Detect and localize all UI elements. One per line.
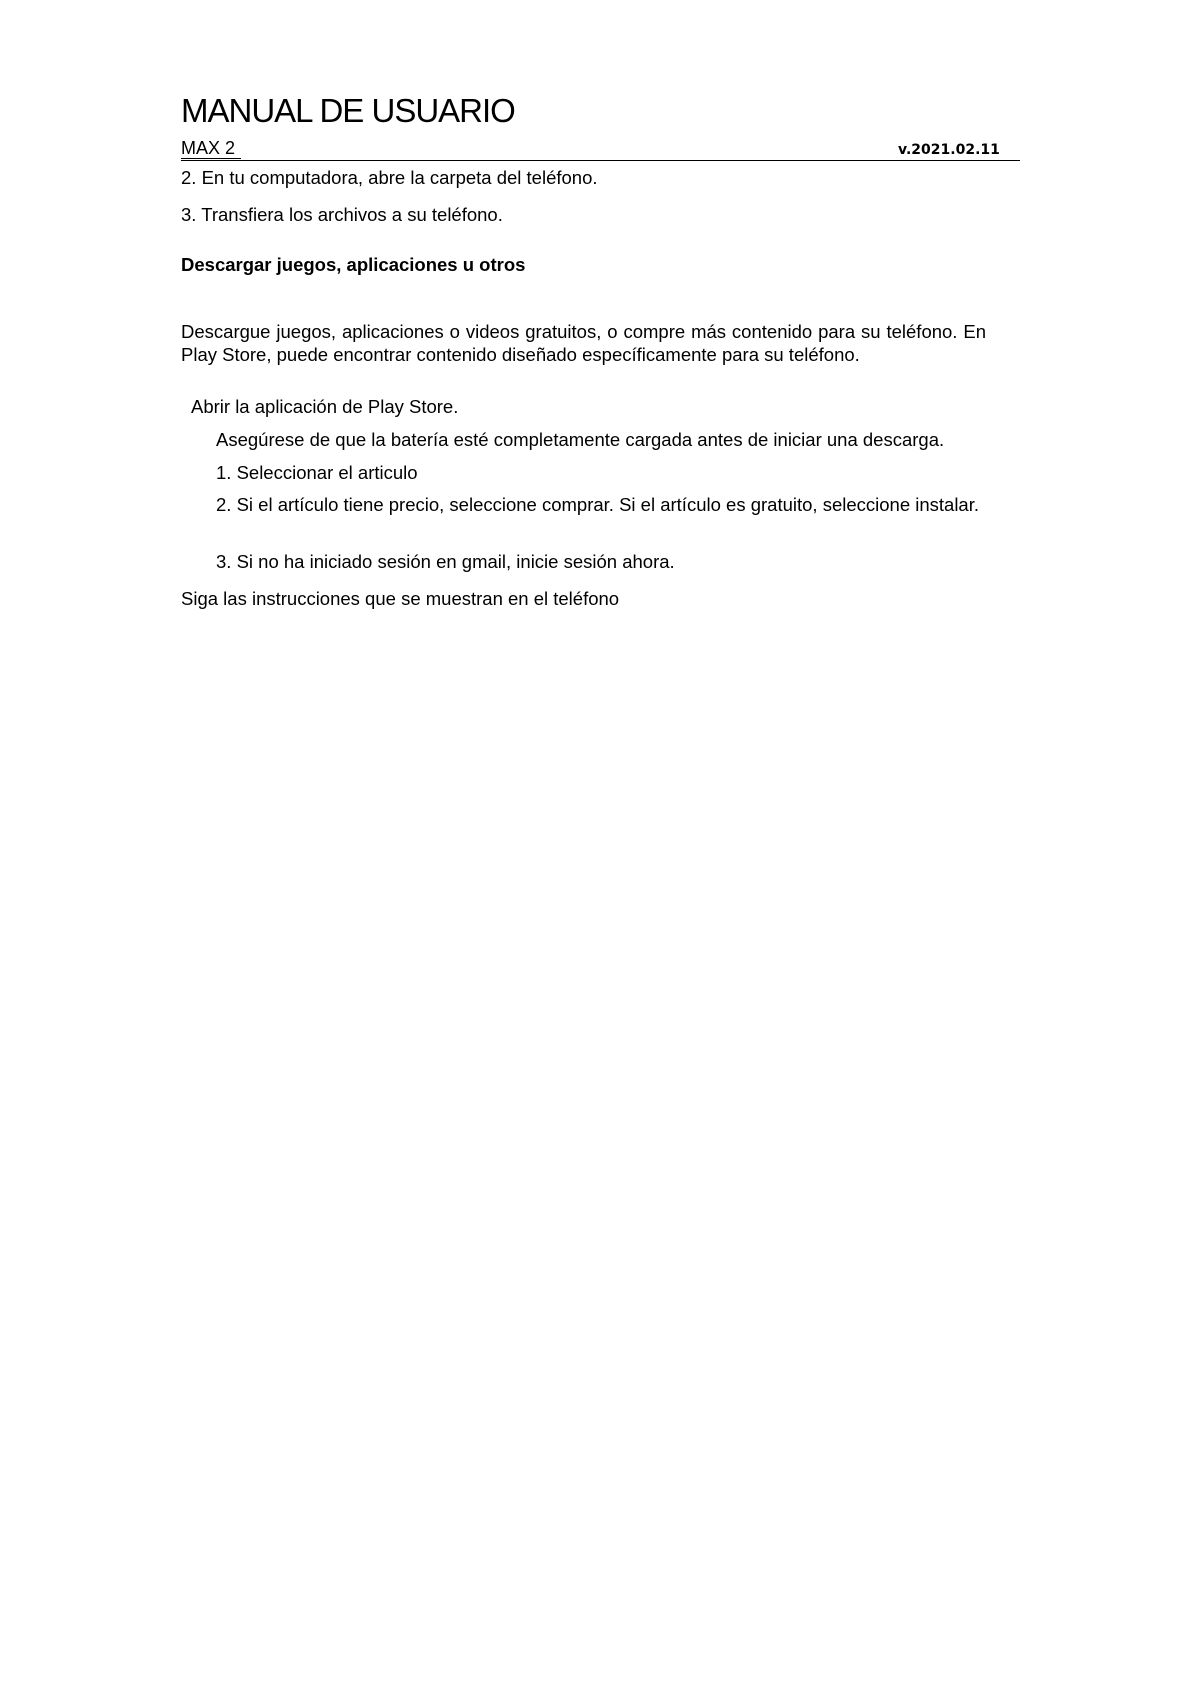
download-step-3: 3. Si no ha iniciado sesión en gmail, inicie sesión ahora. — [216, 551, 675, 572]
download-step-2: 2. Si el artículo tiene precio, seleccione comprar. Si el artículo es gratuito, seleccione instalar. — [216, 494, 979, 515]
intro-paragraph: Descargue juegos, aplicaciones o videos gratuitos, o compre más contenido para su teléfono. En Play Store, puede encontrar contenido diseñado específicamente para su teléfono. — [181, 321, 986, 365]
step-2-text: 2. En tu computadora, abre la carpeta del teléfono. — [181, 167, 598, 188]
section-heading: Descargar juegos, aplicaciones u otros — [181, 254, 526, 275]
open-app-text: Abrir la aplicación de Play Store. — [191, 396, 459, 417]
battery-note: Asegúrese de que la batería esté completamente cargada antes de iniciar una descarga. — [216, 429, 945, 450]
download-step-1: 1. Seleccionar el articulo — [216, 462, 418, 483]
subtitle-underline — [181, 158, 241, 159]
header-divider — [181, 160, 1020, 161]
document-subtitle: MAX 2 — [181, 138, 236, 158]
step-3-text: 3. Transfiera los archivos a su teléfono. — [181, 204, 503, 225]
closing-text: Siga las instrucciones que se muestran en el teléfono — [181, 588, 620, 609]
document-version: v.2021.02.11 — [898, 142, 1000, 158]
document-title: MANUAL DE USUARIO — [181, 92, 515, 129]
